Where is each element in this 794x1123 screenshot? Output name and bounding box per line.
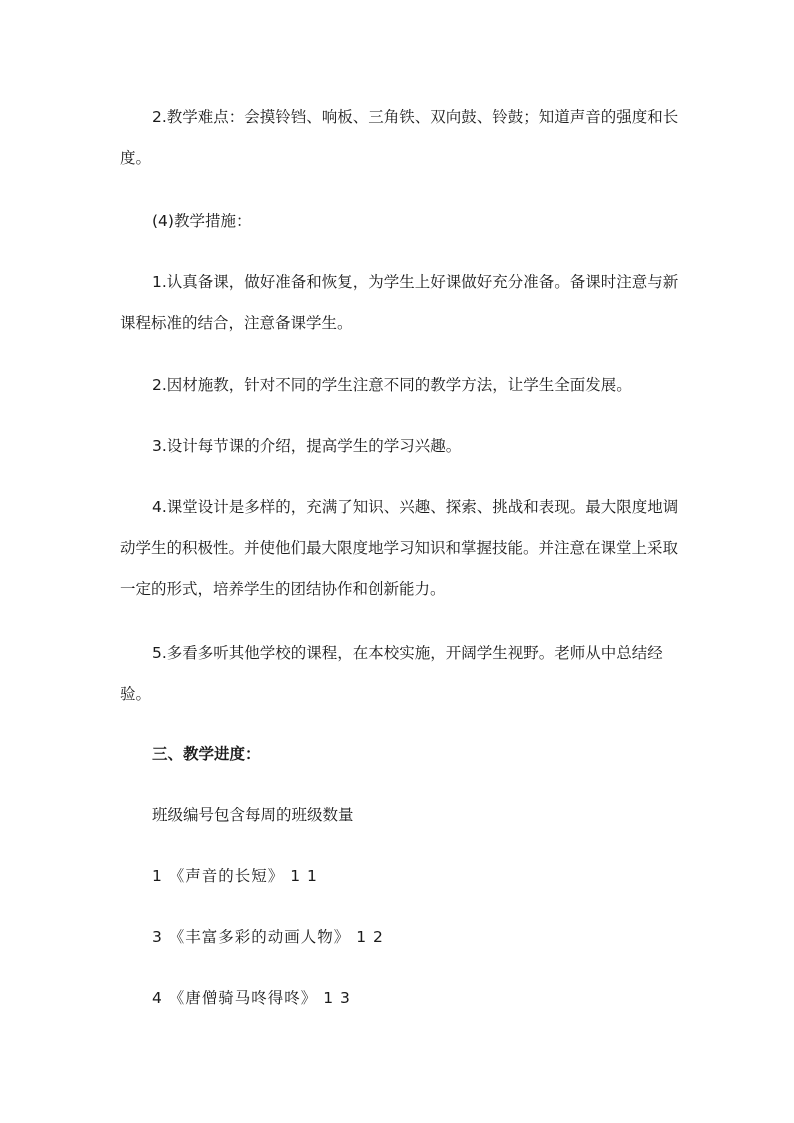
paragraph-teaching-measures-heading: (4)教学措施： (152, 212, 252, 230)
paragraph-measure-4: 4.课堂设计是多样的，充满了知识、兴趣、探索、挑战和表现。最大限度地调动学生的积极性。并使他们最大限度地学习知识和掌握技能。并注意在课堂上采取一定的形式，培养学生的团结协作和创新能力。 (120, 498, 679, 598)
schedule-row: 3 《丰富多彩的动画人物》 1 2 (152, 928, 384, 946)
schedule-row: 4 《唐僧骑马咚得咚》 1 3 (152, 989, 351, 1007)
paragraph-measure-2: 2.因材施教，针对不同的学生注意不同的教学方法，让学生全面发展。 (152, 376, 632, 394)
paragraph-measure-5: 5.多看多听其他学校的课程，在本校实施，开阔学生视野。老师从中总结经验。 (120, 644, 663, 703)
schedule-row: 1 《声音的长短》 1 1 (152, 867, 318, 885)
paragraph-teaching-difficulty: 2.教学难点：会摸铃铛、响板、三角铁、双向鼓、铃鼓；知道声音的强度和长度。 (120, 108, 679, 167)
section-heading-teaching-progress: 三、教学进度： (152, 745, 261, 763)
schedule-header: 班级编号包含每周的班级数量 (152, 806, 354, 824)
paragraph-measure-3: 3.设计每节课的介绍，提高学生的学习兴趣。 (152, 437, 462, 455)
paragraph-measure-1: 1.认真备课，做好准备和恢复，为学生上好课做好充分准备。备课时注意与新课程标准的结合，注意备课学生。 (120, 273, 679, 332)
